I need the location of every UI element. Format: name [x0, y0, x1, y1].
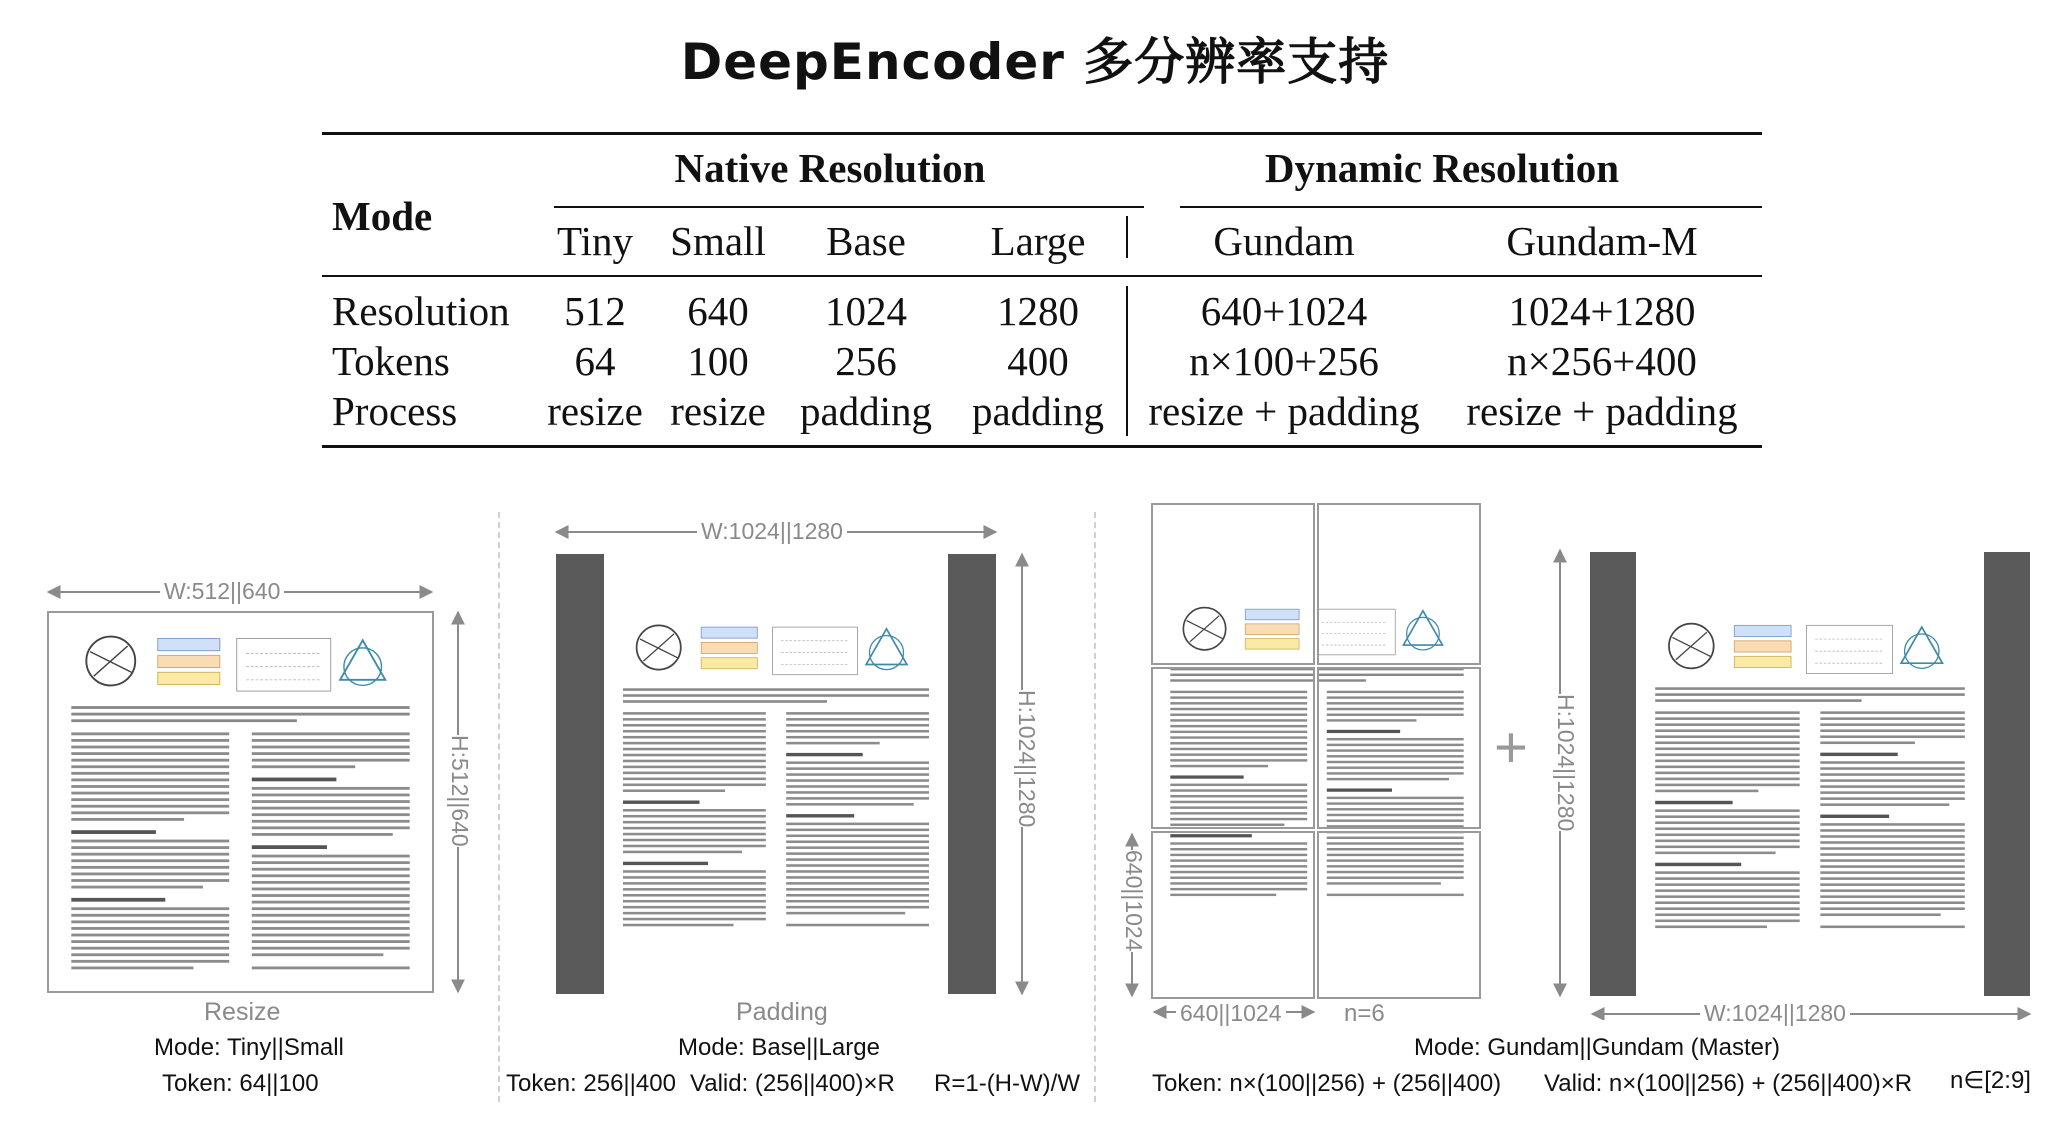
header-bottom-rule [322, 275, 1762, 277]
table-cell: resize [547, 388, 643, 434]
header-divider [1126, 216, 1128, 258]
resize-caption: Resize [204, 998, 281, 1026]
tile-width-dim: 640||1024 [1176, 1000, 1286, 1027]
tile-height-dim: 640||1024 [1116, 850, 1151, 952]
dynamic-resolution-header: Dynamic Resolution [1264, 145, 1620, 191]
col-gundam: Gundam [1213, 218, 1355, 264]
row-label-process: Process [332, 388, 458, 434]
panel-separator [498, 512, 500, 1102]
table-cell: padding [799, 388, 933, 434]
row-label-resolution: Resolution [332, 288, 510, 334]
gundam-mode: Mode: Gundam||Gundam (Master) [1414, 1034, 1780, 1061]
table-cell: 1024+1280 [1508, 288, 1696, 334]
resize-height-dim: H:512||640 [442, 735, 477, 847]
table-cell: n×100+256 [1189, 338, 1379, 384]
resize-token: Token: 64||100 [162, 1070, 319, 1097]
table-cell: 256 [835, 338, 897, 384]
native-group-rule [554, 206, 1144, 208]
plus-icon: + [1494, 715, 1528, 780]
native-resolution-header: Native Resolution [674, 145, 986, 191]
table-bottom-rule [322, 445, 1762, 448]
table-cell: resize + padding [1148, 388, 1420, 434]
resize-mode: Mode: Tiny||Small [154, 1034, 344, 1061]
table-cell: 400 [1007, 338, 1069, 384]
body-divider [1126, 286, 1128, 436]
dynamic-group-rule [1180, 206, 1762, 208]
padding-token: Token: 256||400 [506, 1070, 676, 1097]
padding-caption: Padding [736, 998, 828, 1026]
table-top-rule [322, 132, 1762, 135]
padding-width-dim: W:1024||1280 [697, 518, 847, 545]
table-cell: 64 [574, 338, 616, 384]
table-cell: 512 [564, 288, 626, 334]
gundam-token: Token: n×(100||256) + (256||400) [1152, 1070, 1502, 1097]
padding-mode: Mode: Base||Large [678, 1034, 880, 1061]
resize-panel-graphic [40, 570, 480, 1000]
global-width-dim: W:1024||1280 [1700, 1000, 1850, 1027]
table-cell: 640+1024 [1200, 288, 1368, 334]
global-height-dim: H:1024||1280 [1548, 694, 1583, 831]
col-tiny: Tiny [557, 218, 633, 264]
panel-separator [1094, 512, 1096, 1102]
resolution-table [322, 132, 1762, 452]
resize-width-dim: W:512||640 [160, 578, 284, 605]
page-title: DeepEncoder 多分辨率支持 [680, 33, 1390, 91]
padding-ratio: R=1-(H-W)/W [934, 1070, 1080, 1097]
gundam-tiles-graphic [1118, 500, 1498, 1030]
n-range: n∈[2:9] [1950, 1067, 2031, 1094]
col-large: Large [990, 218, 1086, 264]
mode-label: Mode [332, 193, 433, 239]
tiles-count: n=6 [1344, 1000, 1385, 1027]
padding-height-dim: H:1024||1280 [1009, 690, 1044, 827]
table-cell: 1280 [997, 288, 1079, 334]
row-label-tokens: Tokens [332, 338, 450, 384]
table-cell: padding [971, 388, 1105, 434]
table-cell: 640 [687, 288, 749, 334]
col-gundam-m: Gundam-M [1506, 218, 1698, 264]
table-cell: resize + padding [1466, 388, 1738, 434]
table-cell: n×256+400 [1507, 338, 1697, 384]
padding-valid: Valid: (256||400)×R [690, 1070, 895, 1097]
col-small: Small [670, 218, 766, 264]
gundam-valid: Valid: n×(100||256) + (256||400)×R [1544, 1070, 1913, 1097]
table-cell: 100 [687, 338, 749, 384]
gundam-global-graphic [1540, 540, 2040, 1020]
padding-panel-graphic [552, 510, 1052, 1000]
col-base: Base [826, 218, 906, 264]
table-cell: resize [670, 388, 766, 434]
table-cell: 1024 [825, 288, 907, 334]
